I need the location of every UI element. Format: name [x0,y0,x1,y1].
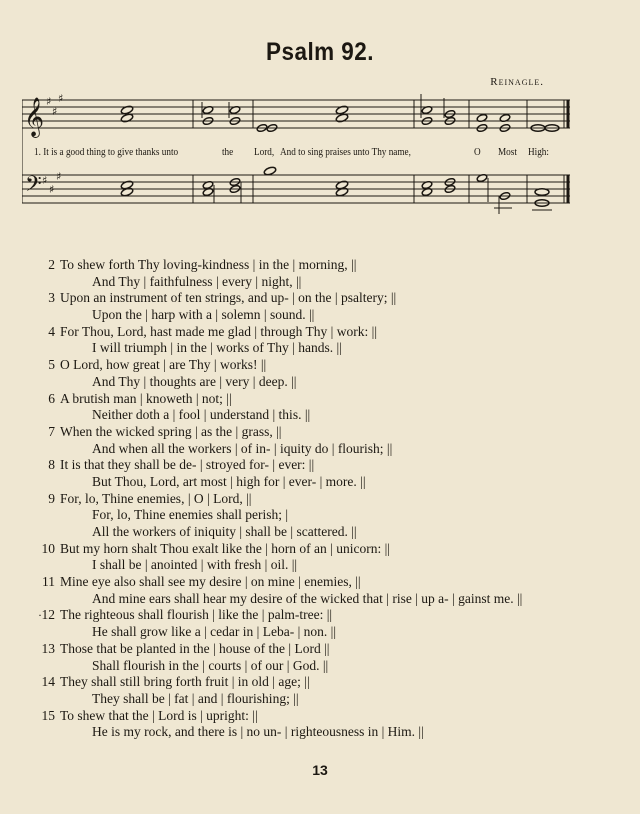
verse-line: I will triumph | in the | works of Thy | hands. || [92,340,342,356]
sharp-icon: ♯ [42,174,48,187]
verse-line: He is my rock, and there is | no un- | righteousness in | Him. || [92,724,424,740]
verse-line: When the wicked spring | as the | grass, || [60,423,282,439]
verse-number: 7 [48,423,55,439]
verse-number: 4 [48,323,55,339]
verse-3 [0,290,640,323]
verse-line: They shall be | fat | and | flourishing; || [92,690,299,706]
chant-lyric-1: 1. It is a good thing to give thanks unto [34,147,179,158]
verse-number: 15 [41,707,55,723]
verse-line: O Lord, how great | are Thy | works! || [60,357,267,373]
verse-12 [0,607,640,640]
verse-line: But my horn shalt Thou exalt like the | horn of an | unicorn: || [60,540,391,556]
verse-line: It is that they shall be de- | stroyed for- | ever: || [60,457,315,473]
verse-number: 9 [48,490,55,506]
verse-number: 14 [41,674,55,690]
sharp-icon: ♯ [52,105,58,118]
verse-5 [0,357,640,390]
verse-number: 3 [48,290,55,306]
verse-line: All the workers of iniquity | shall be | scattered. || [92,524,357,539]
verse-line: Upon an instrument of ten strings, and up- | on the | psaltery; || [60,290,397,306]
sharp-icon: ♯ [56,170,62,183]
margin-mark: · [38,608,42,623]
verse-10 [0,541,640,574]
verse-line: Those that be planted in the | house of the | Lord || [60,640,330,656]
verse-number: 6 [48,390,55,406]
page-number: 13 [312,762,328,778]
chant-lyric-7: High: [528,147,549,158]
verse-11 [0,574,640,607]
verse-line: A brutish man | knoweth | not; || [60,390,232,406]
treble-clef-icon: 𝄞 [24,97,45,137]
verse-line: And Thy | faithfulness | every | night, || [92,273,302,289]
bass-notes [120,166,549,206]
verse-7 [0,424,640,457]
verse-number: 11 [42,574,55,590]
chant-lyric-3: Lord, [254,147,275,158]
verse-line: And mine ears shall hear my desire of the wicked that | rise | up a- | gainst me. || [92,590,523,606]
chant-lyric-2: the [222,147,234,158]
verse-14 [0,674,640,707]
verse-line: Neither doth a | fool | understand | this. || [92,407,311,423]
chant-lyric-5: O [474,147,481,158]
psalm-title: Psalm 92. [266,38,374,66]
verse-line: Upon the | harp with a | solemn | sound. || [92,307,315,323]
verse-number: 5 [48,357,55,373]
verse-line: For, lo, Thine enemies, | O | Lord, || [60,490,252,506]
verse-line: For, lo, Thine enemies shall perish; | [92,507,289,523]
verse-number: 2 [48,257,55,272]
verse-9 [0,491,640,541]
verse-line: Mine eye also shall see my desire | on mine | enemies, || [60,574,361,590]
verse-line: To shew forth Thy loving-kindness | in the | morning, || [60,257,357,272]
verse-line: For Thou, Lord, hast made me glad | through Thy | work: || [60,323,378,339]
verse-number: 8 [48,457,55,473]
verse-line: But Thou, Lord, art most | high for | ever- | more. || [92,473,366,489]
verse-line: The righteous shall flourish | like the | palm-tree: || [60,607,333,623]
treble-staff [22,100,570,128]
sharp-icon: ♯ [58,92,64,105]
key-signature [42,92,63,196]
verse-line: And when all the workers | of in- | iquity do | flourish; || [92,440,393,456]
verse-line: I shall be | anointed | with fresh | oil. || [92,557,298,573]
verse-number: 13 [41,640,55,656]
verse-number: 10 [41,540,55,556]
sharp-icon: ♯ [46,95,52,108]
verse-15 [0,708,640,741]
verse-number: 12 [41,607,55,623]
verse-line: To shew that the | Lord is | upright: || [60,707,258,723]
verse-8 [0,457,640,490]
verse-line: He shall grow like a | cedar in | Leba- | non. || [92,624,337,640]
verse-line: Shall flourish in the | courts | of our | God. || [92,657,329,673]
sharp-icon: ♯ [49,183,55,196]
verse-13 [0,641,640,674]
chant-lyric-4: And to sing praises unto Thy name, [280,147,411,158]
verse-line: And Thy | thoughts are | very | deep. || [92,373,297,389]
verse-line: They shall still bring forth fruit | in old | age; || [60,674,310,690]
verse-list [0,257,640,741]
verse-4 [0,324,640,357]
chant-lyric-6: Most [498,147,517,158]
bass-clef-icon: 𝄢 [25,172,42,202]
composer-name: Reinagle. [490,76,544,88]
verse-6 [0,391,640,424]
verse-2 [0,257,640,290]
